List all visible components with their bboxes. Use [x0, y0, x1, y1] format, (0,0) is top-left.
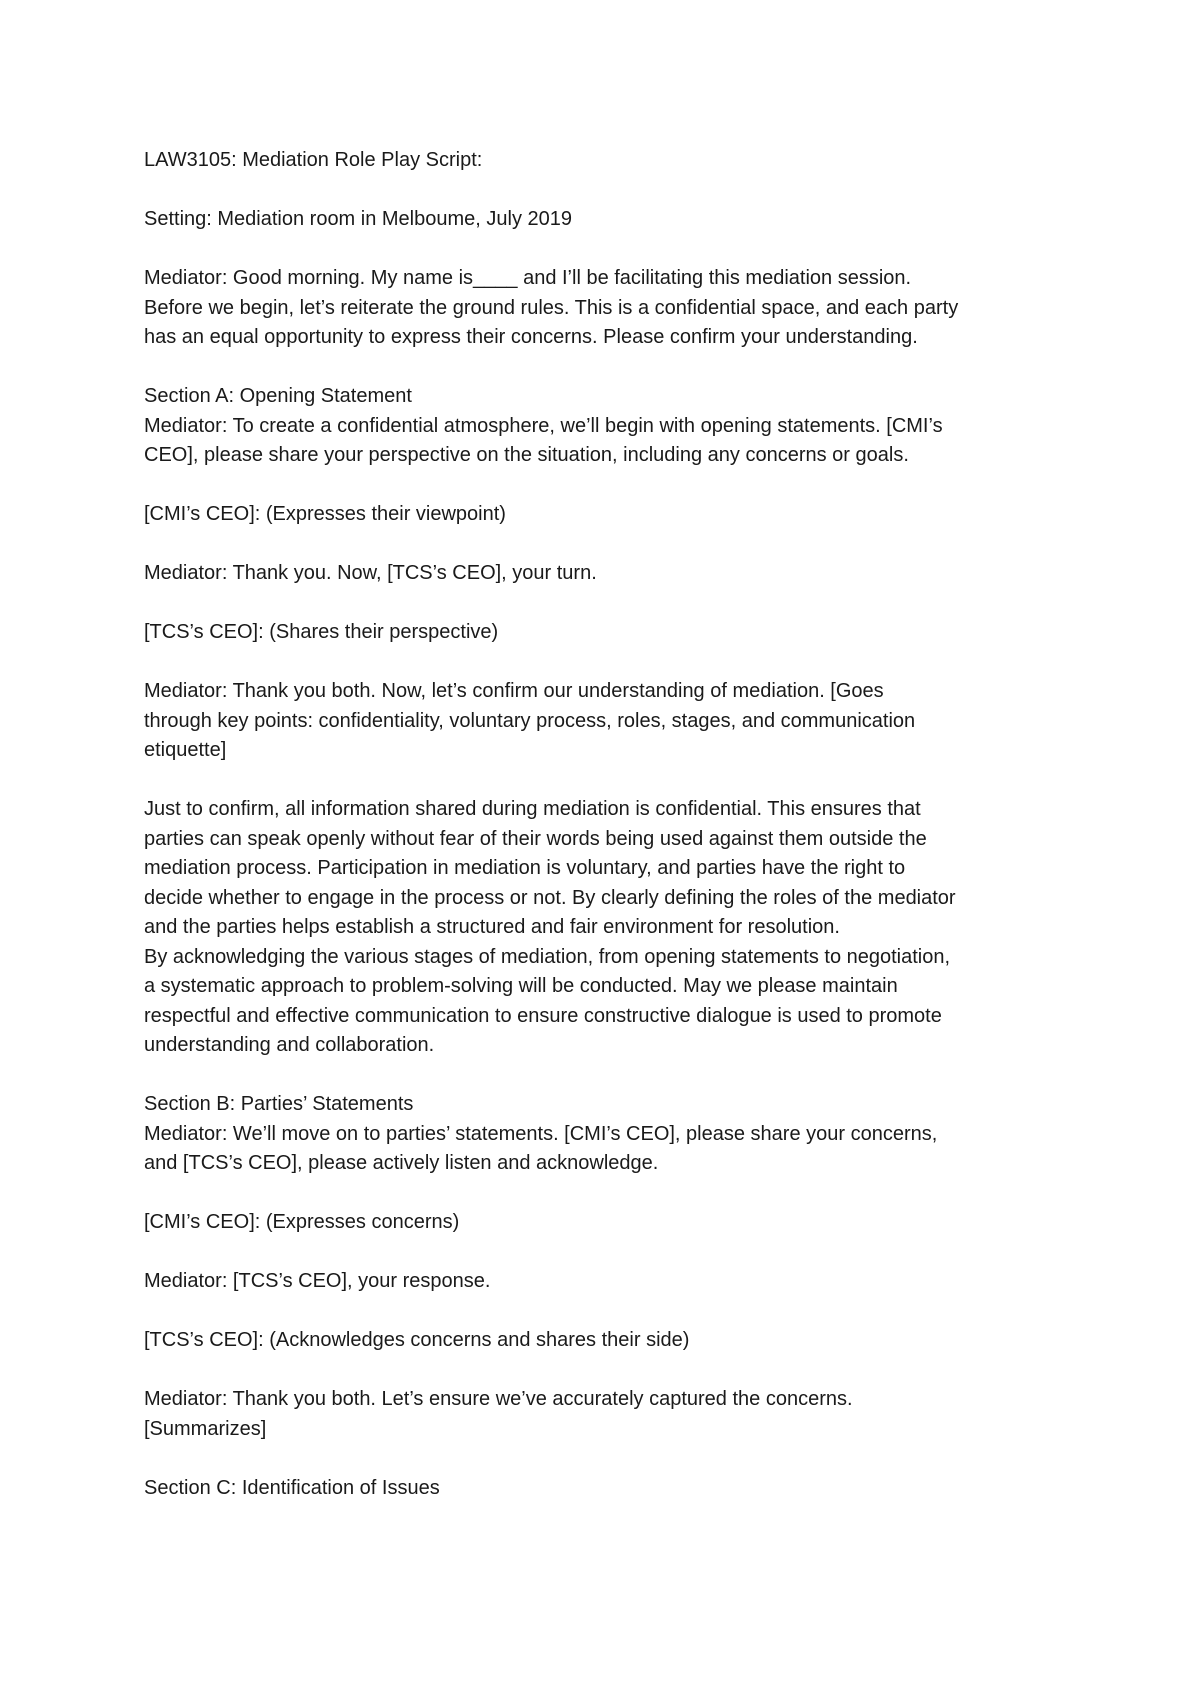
section-b-mediator-turn: Mediator: [TCS’s CEO], your response. [144, 1270, 491, 1292]
text-line: and [TCS’s CEO], please actively listen and acknowledge. [144, 1152, 659, 1174]
text-line: and the parties helps establish a structured and fair environment for resolution. [144, 916, 840, 938]
section-a-heading: Section A: Opening Statement [144, 385, 412, 407]
section-b-heading: Section B: Parties’ Statements [144, 1093, 414, 1115]
section-a-cmi-response: [CMI’s CEO]: (Expresses their viewpoint) [144, 503, 506, 525]
text-line: Mediator: To create a confidential atmosphere, we’ll begin with opening statements. [CMI’s [144, 414, 943, 437]
text-line: Mediator: We’ll move on to parties’ statements. [CMI’s CEO], please share your concerns, [144, 1122, 938, 1145]
text-line: Mediator: Thank you both. Now, let’s confirm our understanding of mediation. [Goes [144, 680, 884, 702]
text-line: decide whether to engage in the process or not. By clearly defining the roles of the mediator [144, 886, 956, 909]
text-line: Mediator: Good morning. My name is____ and I’ll be facilitating this mediation session. [144, 267, 912, 289]
text-line: By acknowledging the various stages of mediation, from opening statements to negotiation, [144, 945, 951, 968]
section-b-cmi-response: [CMI’s CEO]: (Expresses concerns) [144, 1211, 460, 1233]
text-line: respectful and effective communication to ensure constructive dialogue is used to promote [144, 1004, 942, 1027]
section-a-mediator-turn: Mediator: Thank you. Now, [TCS’s CEO], your turn. [144, 562, 597, 584]
text-line: Before we begin, let’s reiterate the ground rules. This is a confidential space, and each party [144, 296, 959, 319]
section-b-mediator-summary [144, 1385, 1064, 1444]
text-line: [Summarizes] [144, 1417, 267, 1440]
text-line: etiquette] [144, 739, 227, 761]
confirmation-paragraph [144, 795, 1064, 1061]
text-line: parties can speak openly without fear of their words being used against them outside the [144, 827, 927, 850]
text-line: understanding and collaboration. [144, 1034, 435, 1056]
section-c-heading: Section C: Identification of Issues [144, 1476, 440, 1499]
section-b-mediator-open [144, 1120, 1064, 1179]
section-a-mediator-open [144, 412, 1064, 471]
text-line: has an equal opportunity to express their concerns. Please confirm your understanding. [144, 326, 918, 348]
setting-line: Setting: Mediation room in Melboume, July 2019 [144, 208, 573, 230]
section-a-mediator-confirm [144, 677, 1064, 766]
text-line: Just to confirm, all information shared during mediation is confidential. This ensures that [144, 798, 921, 820]
text-line: mediation process. Participation in mediation is voluntary, and parties have the right to [144, 857, 906, 879]
document-body [144, 146, 1064, 1503]
document-title: LAW3105: Mediation Role Play Script: [144, 149, 483, 171]
section-a-tcs-response: [TCS’s CEO]: (Shares their perspective) [144, 621, 499, 643]
text-line: CEO], please share your perspective on the situation, including any concerns or goals. [144, 444, 909, 466]
text-line: through key points: confidentiality, voluntary process, roles, stages, and communication [144, 709, 916, 732]
section-b-tcs-response: [TCS’s CEO]: (Acknowledges concerns and shares their side) [144, 1329, 690, 1351]
text-line: a systematic approach to problem-solving will be conducted. May we please maintain [144, 975, 898, 997]
text-line: Mediator: Thank you both. Let’s ensure we’ve accurately captured the concerns. [144, 1388, 853, 1410]
intro-paragraph [144, 264, 1064, 353]
